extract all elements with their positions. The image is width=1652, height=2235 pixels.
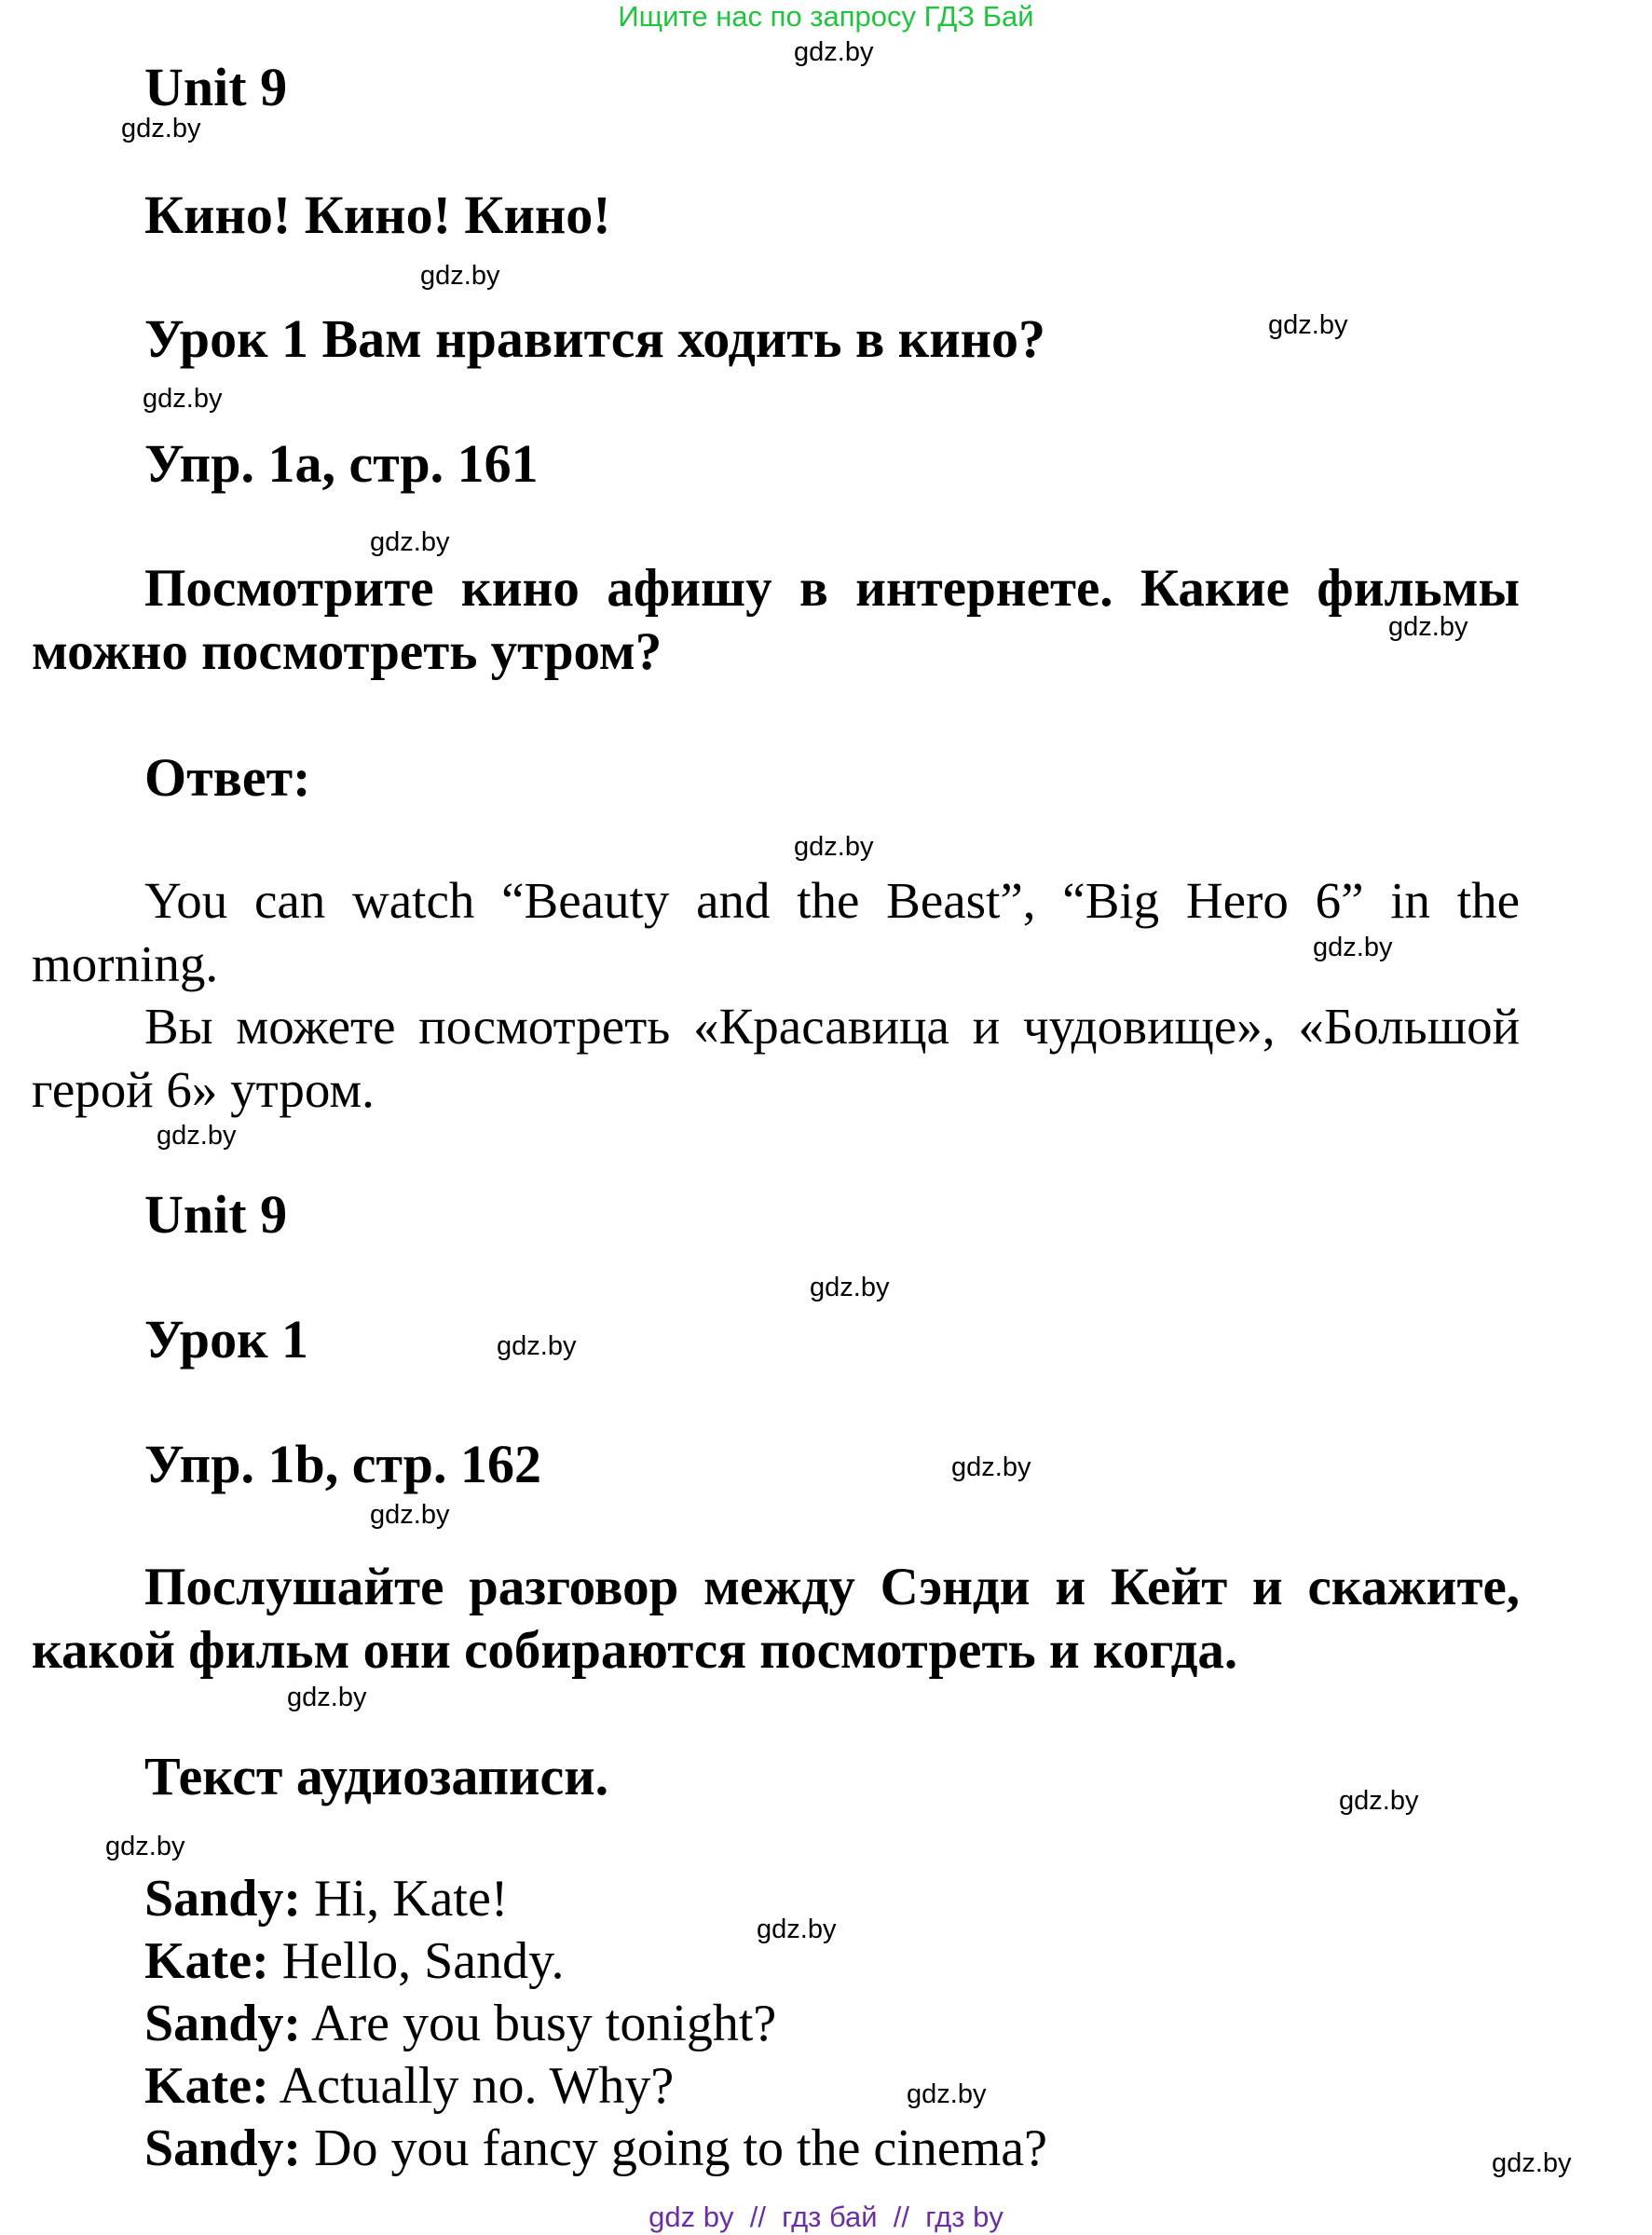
watermark: gdz.by xyxy=(105,1832,185,1861)
top-banner[interactable]: Ищите нас по запросу ГДЗ Бай xyxy=(618,0,1034,33)
watermark: gdz.by xyxy=(121,114,201,143)
watermark: gdz.by xyxy=(370,527,450,557)
speech-text: Hi, Kate! xyxy=(314,1870,509,1928)
unit-title: Unit 9 xyxy=(144,57,288,117)
dialog-line xyxy=(144,2055,674,2118)
watermark: gdz.by xyxy=(1268,310,1348,340)
speech-text: Hello, Sandy. xyxy=(281,1932,565,1990)
dialog-line xyxy=(144,1993,776,2055)
watermark: gdz.by xyxy=(287,1683,367,1712)
speaker-name: Sandy: xyxy=(144,1995,302,2052)
task-text: Послушайте разговор между Сэнди и Кейт и скажите, какой фильм они собираются посмотреть и когда. xyxy=(32,1558,1520,1680)
watermark: gdz.by xyxy=(497,1331,577,1361)
watermark: gdz.by xyxy=(1313,933,1393,962)
answer-english: You can watch “Beauty and the Beast”, “Big Hero 6” in the morning. xyxy=(32,872,1520,992)
watermark: gdz.by xyxy=(1492,2148,1572,2178)
watermark: gdz.by xyxy=(794,37,874,67)
watermark: gdz.by xyxy=(157,1121,237,1151)
topic-title: Кино! Кино! Кино! xyxy=(144,184,611,245)
speech-text: Actually no. Why? xyxy=(279,2057,675,2115)
dialog-line xyxy=(144,1930,565,1993)
exercise-title: Упр. 1а, стр. 161 xyxy=(144,433,539,494)
answer-label: Ответ: xyxy=(144,747,311,808)
speaker-name: Kate: xyxy=(144,2057,269,2115)
lesson-title: Урок 1 xyxy=(144,1309,308,1370)
speaker-name: Sandy: xyxy=(144,2119,302,2177)
watermark: gdz.by xyxy=(370,1500,450,1530)
watermark: gdz.by xyxy=(810,1273,890,1302)
watermark: gdz.by xyxy=(794,832,874,862)
watermark: gdz.by xyxy=(143,384,223,414)
footer-links[interactable]: gdz by // гдз бай // гдз by xyxy=(649,2201,1003,2233)
speech-text: Do you fancy going to the cinema? xyxy=(314,2119,1047,2177)
watermark: gdz.by xyxy=(1388,612,1468,642)
exercise-title: Упр. 1b, стр. 162 xyxy=(144,1434,541,1494)
speaker-name: Kate: xyxy=(144,1932,269,1990)
speech-text: Are you busy tonight? xyxy=(311,1995,777,2052)
dialog-line xyxy=(144,2118,1047,2180)
watermark: gdz.by xyxy=(951,1452,1031,1482)
unit-title: Unit 9 xyxy=(144,1184,288,1245)
transcript-label: Текст аудиозаписи. xyxy=(144,1746,609,1806)
dialog-line xyxy=(144,1868,508,1930)
watermark: gdz.by xyxy=(1339,1786,1419,1816)
lesson-title: Урок 1 Вам нравится ходить в кино? xyxy=(144,308,1046,369)
watermark: gdz.by xyxy=(420,261,500,291)
answer-russian: Вы можете посмотреть «Красавица и чудовище», «Большой герой 6» утром. xyxy=(32,998,1520,1118)
speaker-name: Sandy: xyxy=(144,1870,302,1928)
watermark: gdz.by xyxy=(757,1915,837,1944)
task-text: Посмотрите кино афишу в интернете. Какие фильмы можно посмотреть утром? xyxy=(32,559,1520,681)
watermark: gdz.by xyxy=(907,2079,987,2109)
